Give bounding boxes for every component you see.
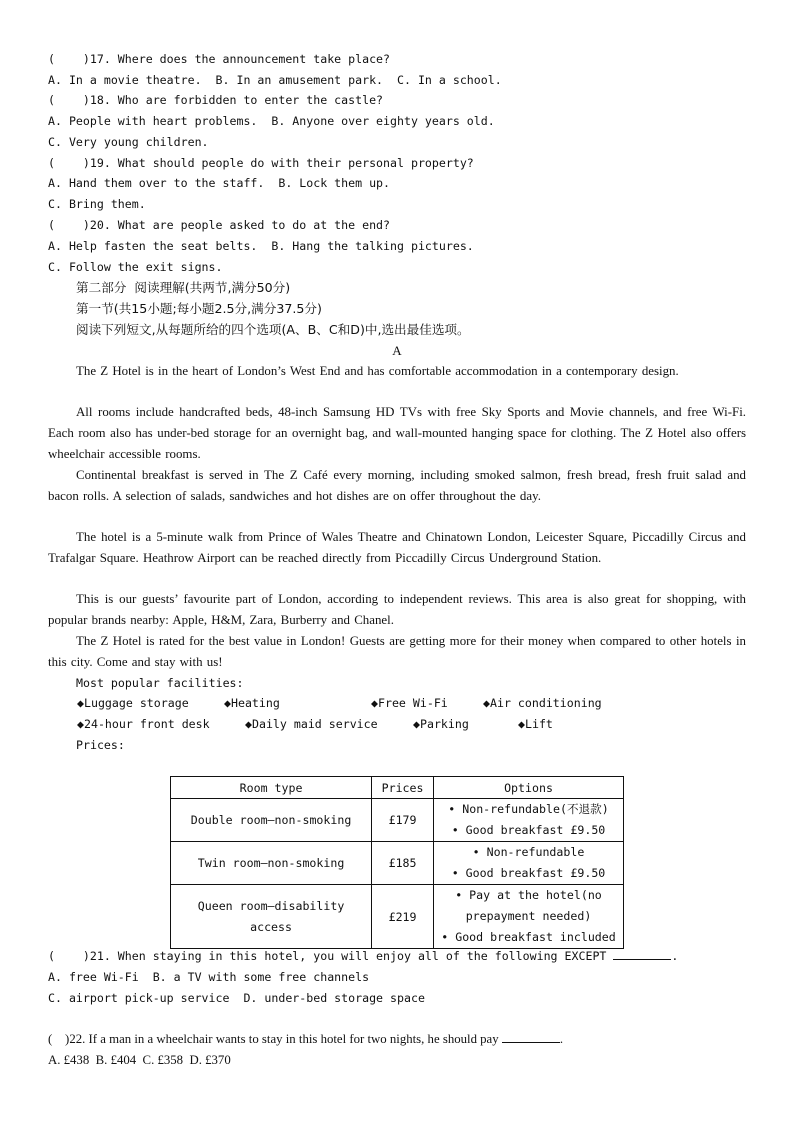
- facility-item: ◆Lift: [518, 717, 553, 731]
- passage-paragraph: Continental breakfast is served in The Z Café every morning, including smoked salmon, fresh bread, fresh fruit salad and bacon rolls. A selection of salads, sandwiches and hot dishes are on offer throughout the day.: [48, 468, 746, 503]
- option-line: • Pay at the hotel(no: [455, 888, 602, 902]
- table-row: [171, 885, 624, 949]
- passage-paragraph: The Z Hotel is in the heart of London’s West End and has comfortable accommodation in a contemporary design.: [76, 364, 679, 378]
- option-line: prepayment needed): [465, 909, 592, 923]
- room-type-cell: Twin room—non-smoking: [171, 842, 372, 885]
- question-20-options: A. Help fasten the seat belts. B. Hang the talking pictures.: [48, 239, 474, 253]
- facility-item: ◆Free Wi-Fi: [371, 696, 448, 710]
- facility-item: ◆Parking: [413, 717, 469, 731]
- table-row: [171, 842, 624, 885]
- price-cell: £179: [372, 799, 434, 842]
- option-line: • Good breakfast £9.50: [451, 866, 606, 880]
- options-cell: [434, 885, 624, 949]
- options-cell: [434, 842, 624, 885]
- question-18-options: C. Very young children.: [48, 135, 209, 149]
- question-22-stem: ( )22. If a man in a wheelchair wants to stay in this hotel for two nights, he should pay: [48, 1032, 499, 1046]
- header-prices: Prices: [372, 777, 434, 799]
- passage-paragraph: All rooms include handcrafted beds, 48-inch Samsung HD TVs with free Sky Sports and Movie channels, and free Wi-Fi. Each room also has under-bed storage for an overnight bag, and wall-mounted hanging space for clothing. The Z Hotel also offers wheelchair accessible rooms.: [48, 405, 746, 461]
- prices-table: [170, 776, 624, 949]
- passage-label: A: [392, 343, 402, 358]
- question-21-stem: ( )21. When staying in this hotel, you will enjoy all of the following EXCEPT: [48, 949, 607, 963]
- question-18-options: A. People with heart problems. B. Anyone over eighty years old.: [48, 114, 495, 128]
- section-title: 第二部分 阅读理解(共两节,满分50分): [76, 280, 291, 295]
- option-line: • Non-refundable: [472, 845, 585, 859]
- question-22-options: A. £438 B. £404 C. £358 D. £370: [48, 1053, 231, 1067]
- question-17-options: A. In a movie theatre. B. In an amusement park. C. In a school.: [48, 73, 502, 87]
- question-19-options: C. Bring them.: [48, 197, 146, 211]
- question-21: ( )21. When staying in this hotel, you will enjoy all of the following EXCEPT .: [48, 949, 679, 963]
- table-row: [171, 799, 624, 842]
- question-21-options: C. airport pick-up service D. under-bed storage space: [48, 991, 425, 1005]
- option-line: • Good breakfast included: [441, 930, 616, 944]
- facility-item: ◆Air conditioning: [483, 696, 602, 710]
- answer-blank: [502, 1030, 560, 1043]
- answer-blank: [613, 947, 671, 960]
- option-line: • Good breakfast £9.50: [451, 823, 606, 837]
- price-cell: £185: [372, 842, 434, 885]
- options-cell: [434, 799, 624, 842]
- question-20-options: C. Follow the exit signs.: [48, 260, 223, 274]
- facility-item: ◆Heating: [224, 696, 280, 710]
- prices-label: Prices:: [76, 738, 125, 752]
- question-17: ( )17. Where does the announcement take place?: [48, 52, 391, 66]
- question-20: ( )20. What are people asked to do at the end?: [48, 218, 391, 232]
- room-type-cell: Queen room—disability access: [171, 885, 372, 949]
- question-21-options: A. free Wi-Fi B. a TV with some free channels: [48, 970, 370, 984]
- facility-item: ◆Daily maid service: [245, 717, 378, 731]
- facility-item: ◆24-hour front desk: [77, 717, 210, 731]
- table-header-row: [171, 777, 624, 799]
- passage-paragraph: The hotel is a 5-minute walk from Prince of Wales Theatre and Chinatown London, Leicester Square, Piccadilly Circus and Trafalgar Square. Heathrow Airport can be reached directly from Piccadilly Circus Underground Station.: [48, 530, 746, 565]
- facilities-label: Most popular facilities:: [76, 676, 244, 690]
- header-options: Options: [434, 777, 624, 799]
- room-type-cell: Double room—non-smoking: [171, 799, 372, 842]
- section-subtitle: 第一节(共15小题;每小题2.5分,满分37.5分): [76, 301, 322, 316]
- question-19: ( )19. What should people do with their personal property?: [48, 156, 474, 170]
- question-22: ( )22. If a man in a wheelchair wants to stay in this hotel for two nights, he should pay .: [48, 1032, 564, 1046]
- header-room-type: Room type: [171, 777, 372, 799]
- passage-paragraph: The Z Hotel is rated for the best value in London! Guests are getting more for their money when compared to other hotels in this city. Come and stay with us!: [48, 634, 746, 669]
- question-18: ( )18. Who are forbidden to enter the castle?: [48, 93, 384, 107]
- facility-item: ◆Luggage storage: [77, 696, 189, 710]
- question-19-options: A. Hand them over to the staff. B. Lock them up.: [48, 176, 391, 190]
- price-cell: £219: [372, 885, 434, 949]
- option-line: • Non-refundable(不退款): [448, 802, 609, 816]
- section-instruction: 阅读下列短文,从每题所给的四个选项(A、B、C和D)中,选出最佳选项。: [76, 322, 470, 337]
- passage-paragraph: This is our guests’ favourite part of London, according to independent reviews. This area is also great for shopping, with popular brands nearby: Apple, H&M, Zara, Burberry and Chanel.: [48, 592, 746, 627]
